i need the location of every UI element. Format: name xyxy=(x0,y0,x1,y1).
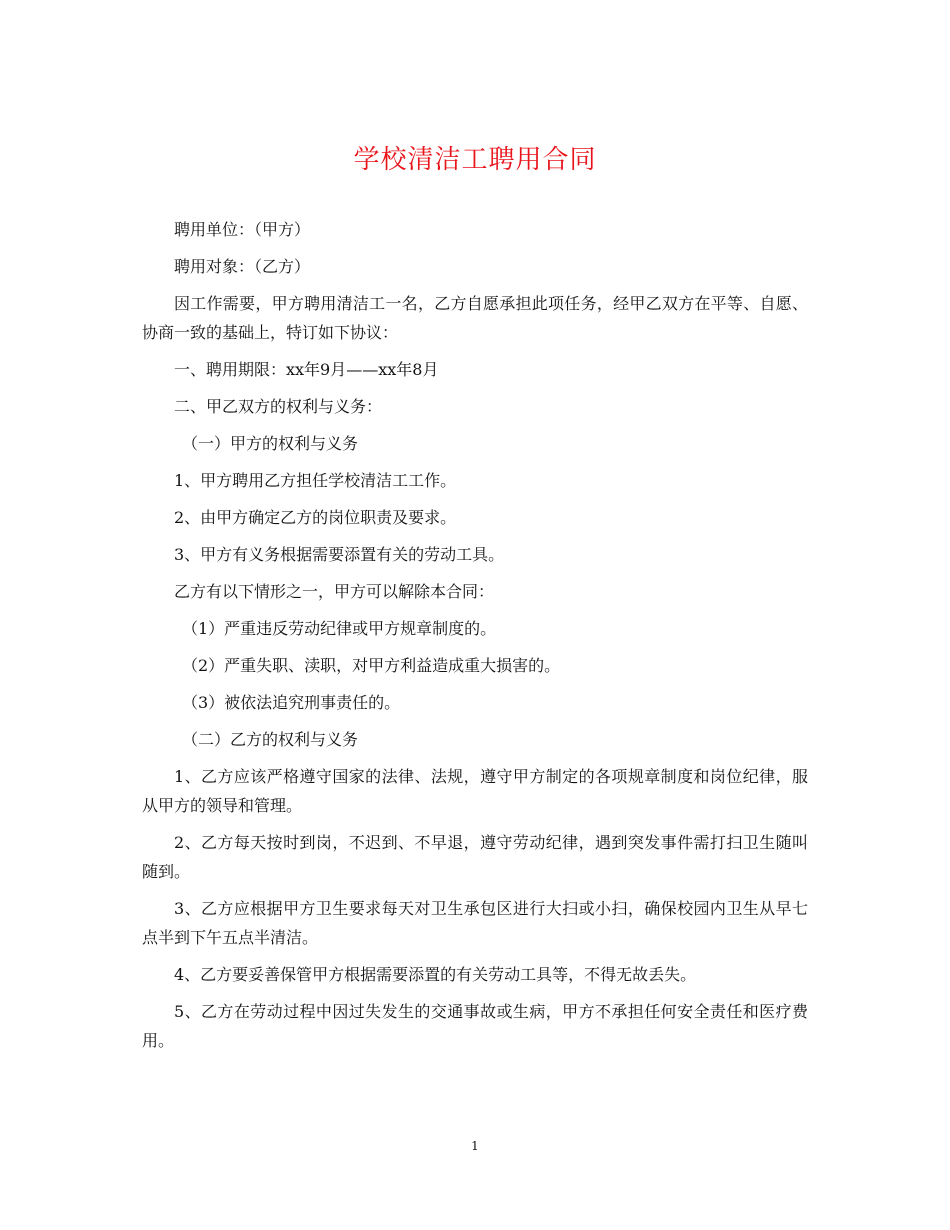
paragraph-term: 一、聘用期限：xx年9月——xx年8月 xyxy=(174,360,439,379)
paragraph-party-a-item-1: 1、甲方聘用乙方担任学校清洁工工作。 xyxy=(174,471,457,490)
paragraph-party-b-item-2: 2、乙方每天按时到岗，不迟到、不早退，遵守劳动纪律，遇到突发事件需打扫卫生随叫随到。 xyxy=(142,833,808,881)
paragraph-termination-3: （3）被依法追究刑事责任的。 xyxy=(182,693,401,712)
paragraph-employer: 聘用单位：（甲方） xyxy=(174,220,311,239)
paragraph-party-a-item-2: 2、由甲方确定乙方的岗位职责及要求。 xyxy=(174,508,457,527)
paragraph-party-a-item-3: 3、甲方有义务根据需要添置有关的劳动工具。 xyxy=(174,545,505,564)
paragraph-termination-2: （2）严重失职、渎职，对甲方利益造成重大损害的。 xyxy=(182,656,561,675)
page-number: 1 xyxy=(471,1139,479,1153)
paragraph-preamble: 因工作需要，甲方聘用清洁工一名，乙方自愿承担此项任务，经甲乙双方在平等、自愿、协商一致的基础上，特订如下协议： xyxy=(142,294,808,342)
paragraph-party-b-heading: （二）乙方的权利与义务 xyxy=(182,730,359,749)
document-body xyxy=(142,215,808,1063)
document-title: 学校清洁工聘用合同 xyxy=(353,145,597,175)
paragraph-termination-1: （1）严重违反劳动纪律或甲方规章制度的。 xyxy=(182,619,497,638)
paragraph-party-b-item-1: 1、乙方应该严格遵守国家的法律、法规，遵守甲方制定的各项规章制度和岗位纪律，服从甲方的领导和管理。 xyxy=(142,767,808,815)
paragraph-rights-heading: 二、甲乙双方的权利与义务： xyxy=(174,397,383,416)
paragraph-termination-intro: 乙方有以下情形之一，甲方可以解除本合同： xyxy=(174,582,495,601)
paragraph-party-a-heading: （一）甲方的权利与义务 xyxy=(182,434,359,453)
paragraph-party-b-item-4: 4、乙方要妥善保管甲方根据需要添置的有关劳动工具等，不得无故丢失。 xyxy=(174,965,697,984)
paragraph-employee: 聘用对象：（乙方） xyxy=(174,257,311,276)
paragraph-party-b-item-3: 3、乙方应根据甲方卫生要求每天对卫生承包区进行大扫或小扫，确保校园内卫生从早七点半到下午五点半清洁。 xyxy=(142,899,808,947)
paragraph-party-b-item-5: 5、乙方在劳动过程中因过失发生的交通事故或生病，甲方不承担任何安全责任和医疗费用。 xyxy=(142,1002,808,1050)
